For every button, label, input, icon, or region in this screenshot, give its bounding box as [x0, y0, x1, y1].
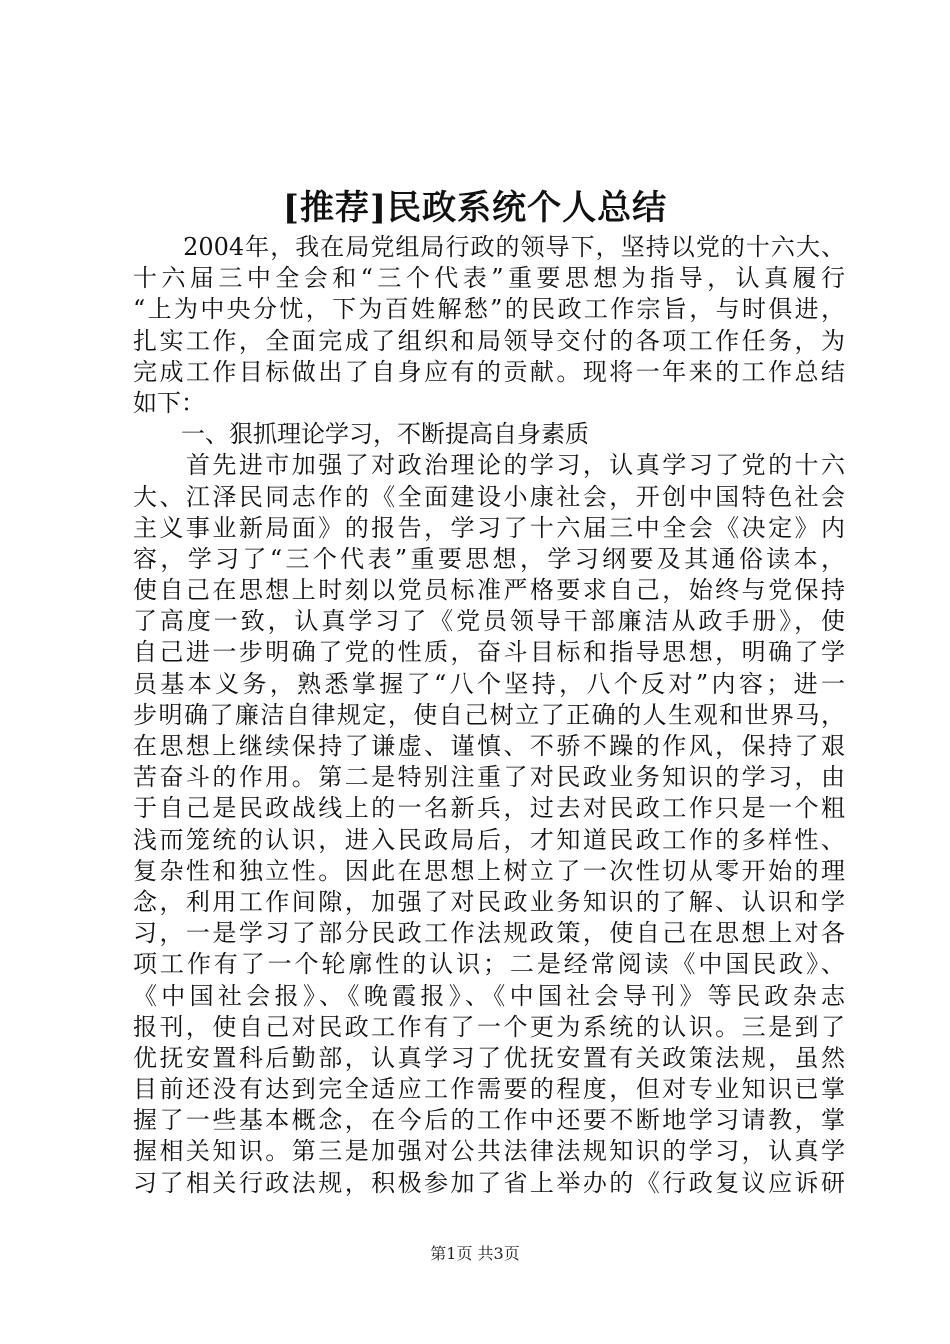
text-line: 步明确了廉洁自律规定，使自己树立了正确的人生观和世界马， — [133, 700, 845, 729]
text-line: 在思想上继续保持了谦虚、谨慎、不骄不躁的作风，保持了艰 — [133, 732, 845, 760]
text-line: 浅而笼统的认识，进入民政局后，才知道民政工作的多样性、 — [133, 825, 845, 854]
text-line: 于自己是民政战线上的一名新兵，过去对民政工作只是一个粗 — [133, 794, 845, 823]
text-line: 复杂性和独立性。因此在思想上树立了一次性切从零开始的理 — [133, 856, 845, 885]
text-line: 使自己在思想上时刻以党员标准严格要求自己，始终与党保持 — [133, 576, 845, 605]
text-line: 主义事业新局面》的报告，学习了十六届三中全会《决定》内 — [133, 513, 845, 542]
text-line: 目前还没有达到完全适应工作需要的程度，但对专业知识已掌 — [133, 1075, 845, 1104]
text-line: 报刊，使自己对民政工作有了一个更为系统的认识。三是到了 — [133, 1012, 845, 1041]
text-line: 握相关知识。第三是加强对公共法律法规知识的学习，认真学 — [133, 1137, 845, 1166]
text-line: 容，学习了“三个代表”重要思想，学习纲要及其通俗读本， — [133, 544, 845, 573]
text-line: 完成工作目标做出了自身应有的贡献。现将一年来的工作总结 — [133, 357, 845, 386]
document-body — [133, 232, 845, 1199]
section-heading: 一、狠抓理论学习，不断提高自身素质 — [133, 420, 589, 449]
text-line: 念，利用工作间隙，加强了对民政业务知识的了解、认识和学 — [133, 887, 845, 916]
text-line: 十六届三中全会和“三个代表”重要思想为指导，认真履行 — [133, 264, 845, 293]
text-line: 习，一是学习了部分民政工作法规政策，使自己在思想上对各 — [133, 919, 845, 948]
text-line: 了高度一致，认真学习了《党员领导干部廉洁从政手册》，使 — [133, 607, 845, 636]
text-line: “上为中央分忧，下为百姓解愁”的民政工作宗旨，与时俱进， — [133, 295, 845, 324]
page-number-footer: 第1页 共3页 — [430, 1244, 520, 1263]
text-line: 2004年，我在局党组局行政的领导下，坚持以党的十六大、 — [133, 233, 845, 261]
text-line: 自己进一步明确了党的性质，奋斗目标和指导思想，明确了学 — [133, 638, 845, 667]
text-line: 《中国社会报》、《晚霞报》、《中国社会导刊》等民政杂志 — [133, 981, 845, 1010]
text-line: 优抚安置科后勤部，认真学习了优抚安置有关政策法规，虽然 — [133, 1043, 845, 1072]
text-line: 习了相关行政法规，积极参加了省上举办的《行政复议应诉研 — [133, 1168, 845, 1197]
text-line: 首先进市加强了对政治理论的学习，认真学习了党的十六 — [133, 451, 845, 480]
text-line: 握了一些基本概念，在今后的工作中还要不断地学习请教，掌 — [133, 1106, 845, 1135]
text-line: 苦奋斗的作用。第二是特别注重了对民政业务知识的学习，由 — [133, 763, 845, 792]
document-title: [推荐]民政系统个人总结 — [282, 188, 668, 228]
text-line: 如下： — [133, 388, 205, 417]
text-line: 扎实工作，全面完成了组织和局领导交付的各项工作任务，为 — [133, 326, 845, 355]
text-line: 项工作有了一个轮廓性的认识；二是经常阅读《中国民政》、 — [133, 950, 845, 979]
text-line: 员基本义务，熟悉掌握了“八个坚持，八个反对”内容；进一 — [133, 669, 845, 698]
text-line: 大、江泽民同志作的《全面建设小康社会，开创中国特色社会 — [133, 482, 845, 511]
